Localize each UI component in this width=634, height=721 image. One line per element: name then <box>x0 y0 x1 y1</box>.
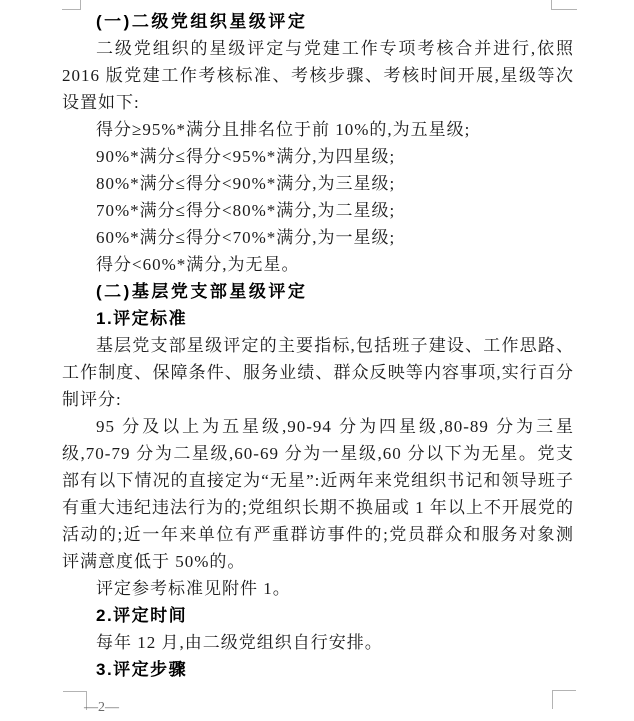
heading-section-2: (二)基层党支部星级评定 <box>96 282 308 301</box>
page-number: —2— <box>84 700 119 715</box>
document-body <box>62 8 574 683</box>
para-star-rule-3star: 80%*满分≤得分<90%*满分,为三星级; <box>96 174 396 193</box>
crop-mark-bottom-right <box>552 690 576 709</box>
para-evaluation-time: 每年 12 月,由二级党组织自行安排。 <box>96 633 383 652</box>
para-star-rule-nostar: 得分<60%*满分,为无星。 <box>96 255 300 274</box>
para-secondary-org-intro: 二级党组织的星级评定与党建工作专项考核合并进行,依照 2016 版党建工作考核标准、考核步骤、考核时间开展,星级等次设置如下: <box>62 39 574 112</box>
para-reference-standard: 评定参考标准见附件 1。 <box>96 579 291 598</box>
heading-evaluation-steps: 3.评定步骤 <box>96 660 188 679</box>
para-branch-indicators: 基层党支部星级评定的主要指标,包括班子建设、工作思路、工作制度、保障条件、服务业绩、群众反映等内容事项,实行百分制评分: <box>62 336 574 409</box>
para-star-rule-5star: 得分≥95%*满分且排名位于前 10%的,为五星级; <box>96 120 471 139</box>
heading-evaluation-time: 2.评定时间 <box>96 606 188 625</box>
para-star-rule-4star: 90%*满分≤得分<95%*满分,为四星级; <box>96 147 396 166</box>
para-star-rule-1star: 60%*满分≤得分<70%*满分,为一星级; <box>96 228 396 247</box>
heading-criteria: 1.评定标准 <box>96 309 188 328</box>
para-score-bands: 95 分及以上为五星级,90-94 分为四星级,80-89 分为三星级,70-79 分为二星级,60-69 分为一星级,60 分以下为无星。党支部有以下情况的直接定为“无星”:近两年来党组织书记和领导班子有重大违纪违法行为的;党组织长期不换届或 1 年以上不开展党的活动的;近一年来单位有严重群访事件的;党员群众和服务对象测评满意度低于 50%的。 <box>62 417 574 571</box>
heading-section-1: (一)二级党组织星级评定 <box>96 12 308 31</box>
para-star-rule-2star: 70%*满分≤得分<80%*满分,为二星级; <box>96 201 396 220</box>
